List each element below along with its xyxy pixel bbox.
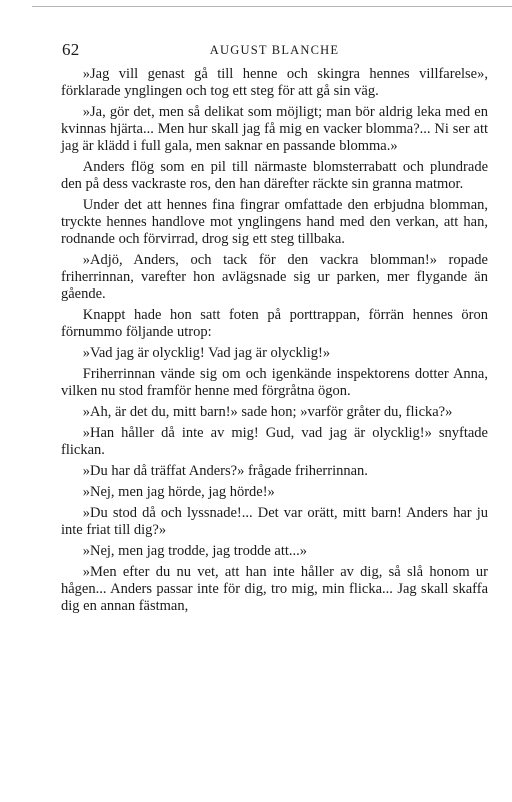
paragraph: »Du stod då och lyssnade!... Det var orätt, mitt barn! Anders har ju inte friat till dig?» xyxy=(61,505,488,538)
paragraph: »Men efter du nu vet, att han inte håller av dig, så slå honom ur hågen... Anders passar inte för dig, tro mig, min flicka... Jag skall skaffa dig en annan fästman, xyxy=(61,564,488,614)
paragraph: »Jag vill genast gå till henne och skingra hennes villfarelse», förklarade ynglingen och tog ett steg för att gå sin väg. xyxy=(61,66,488,99)
paragraph: Under det att hennes fina fingrar omfattade den erbjudna blomman, tryckte hennes handlove mot ynglingens hand med den verkan, att han, rodnande och förvirrad, drog sig ett steg tillbaka. xyxy=(61,197,488,247)
scan-edge-rule xyxy=(32,6,512,7)
paragraph: »Adjö, Anders, och tack för den vackra blomman!» ropade friherrinnan, varefter hon avlägsnade sig ur parken, mer flygande än gående. xyxy=(61,252,488,302)
paragraph: »Nej, men jag trodde, jag trodde att...» xyxy=(82,543,308,559)
page-number: 62 xyxy=(62,40,80,59)
body-text xyxy=(61,66,488,619)
page-header xyxy=(62,40,487,60)
paragraph: Anders flög som en pil till närmaste blomsterrabatt och plundrade den på dess vackraste ros, den han därefter räckte sin granna matmor. xyxy=(61,159,488,192)
paragraph: Knappt hade hon satt foten på porttrappan, förrän hennes öron förnummo följande utrop: xyxy=(61,307,488,340)
paragraph: »Du har då träffat Anders?» frågade friherrinnan. xyxy=(82,463,368,479)
paragraph: »Han håller då inte av mig! Gud, vad jag är olycklig!» snyftade flickan. xyxy=(61,425,488,458)
paragraph: »Ja, gör det, men så delikat som möjligt; man bör aldrig leka med en kvinnas hjärta... Men hur skall jag få mig en vacker blomma?... Ni ser att jag är klädd i full gala, men saknar en passande blomma.» xyxy=(61,104,488,154)
paragraph: Friherrinnan vände sig om och igenkände inspektorens dotter Anna, vilken nu stod framför henne med förgråtna ögon. xyxy=(61,366,488,399)
paragraph: »Vad jag är olycklig! Vad jag är olycklig!» xyxy=(82,345,331,361)
running-head: AUGUST BLANCHE xyxy=(209,43,340,57)
paragraph: »Ah, är det du, mitt barn!» sade hon; »varför gråter du, flicka?» xyxy=(82,404,453,420)
paragraph: »Nej, men jag hörde, jag hörde!» xyxy=(82,484,275,500)
